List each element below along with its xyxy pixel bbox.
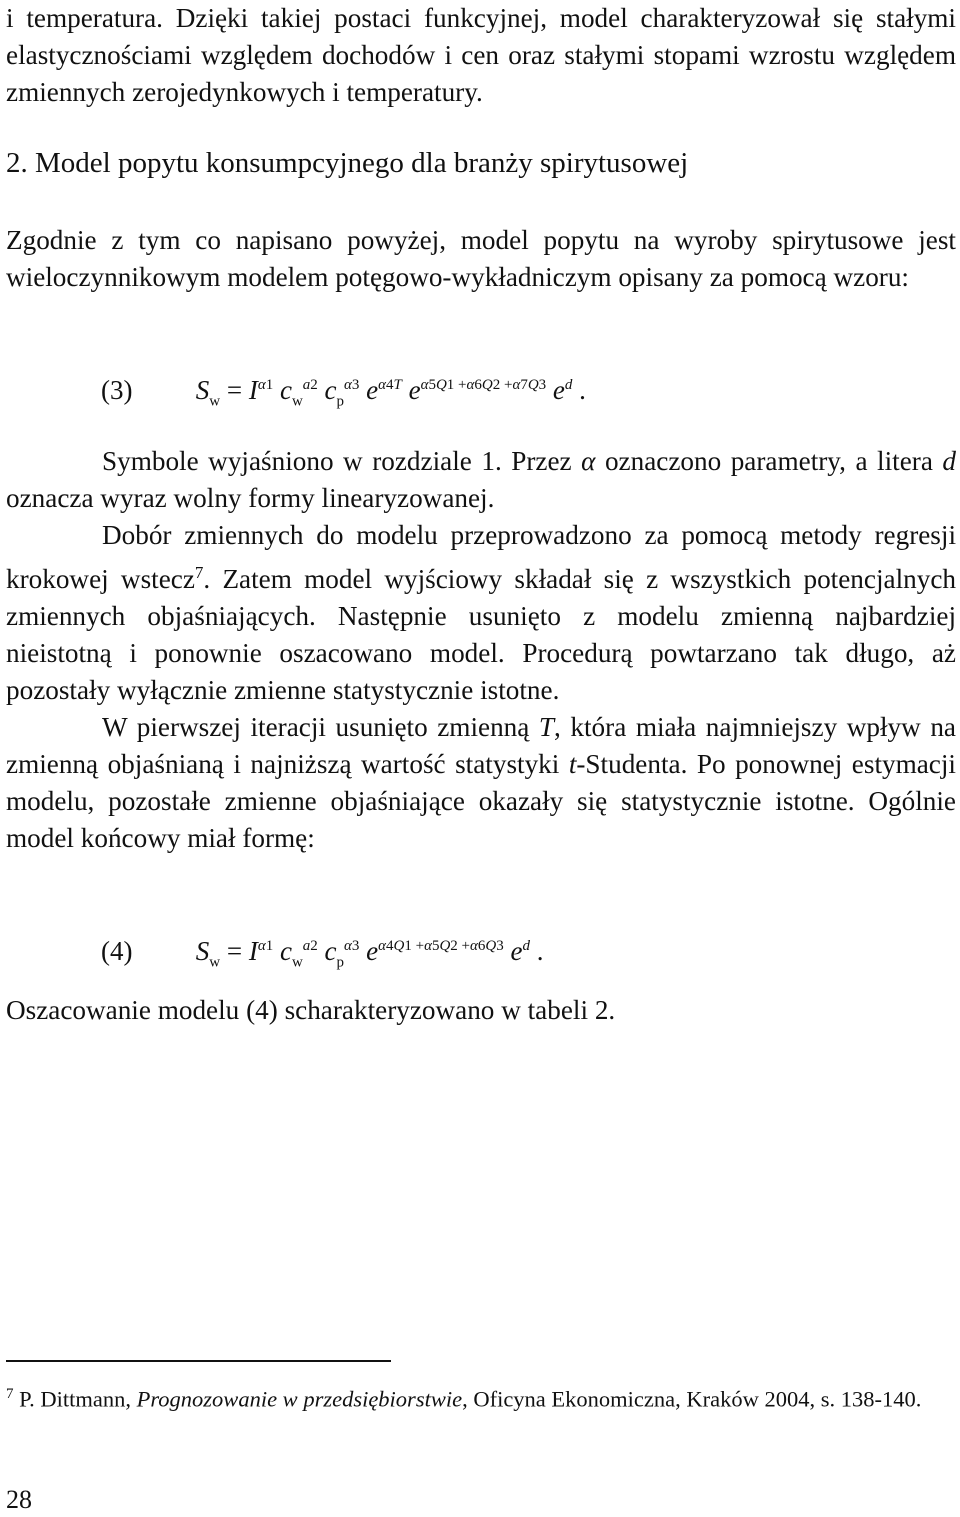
t-symbol: t xyxy=(568,749,577,780)
symbols-paragraph xyxy=(6,443,956,517)
iteration-paragraph xyxy=(6,709,956,857)
selection-text-1: Dobór zmiennych do modelu przeprowadzono za pomocą metody regresji krokowej wstecz xyxy=(6,520,956,595)
formula-4-number: (4) xyxy=(101,936,133,966)
footnote-rest: , Oficyna Ekonomiczna, Kraków 2004, s. 138-140. xyxy=(462,1386,922,1412)
formula-4-expression: $S_w = I^{\alpha 1}$ $c_w^{a2}$ $c_p^{\alpha 3}$ $e^{\alpha 4Q1 +\alpha 5Q2 +\alpha 6Q3}$ $e^d$ . xyxy=(195,936,544,971)
iteration-text-3: -Studenta. Po ponownej estymacji modelu, pozostałe zmienne objaśniające okazały się statystycznie istotne. Ogólnie model końcowy miał formę: xyxy=(6,749,956,854)
formula-3-expression: $S_w = I^{\alpha 1}$ $c_w^{a2}$ $c_p^{\alpha 3}$ $e^{\alpha 4T}$ $e^{\alpha 5Q1 +\alpha 6Q2 +\alpha 7Q3}$ $e^d$ . xyxy=(195,375,586,410)
page-number: 28 xyxy=(6,1485,32,1514)
formula-3 xyxy=(101,365,586,421)
alpha-symbol: α xyxy=(581,446,596,476)
top-paragraph: i temperatura. Dzięki takiej postaci funkcyjnej, model charakteryzował się stałymi elastycznościami względem dochodów i cen oraz stałymi stopami wzrostu względem zmiennych zerojedynkowych i temperatury. xyxy=(6,3,956,107)
footnote-separator xyxy=(6,1360,391,1362)
formula-3-number: (3) xyxy=(101,375,133,405)
footnote-number: 7 xyxy=(6,1386,14,1402)
iteration-text-2: , która miała najmniejszy wpływ na zmienną objaśnianą i najniższą wartość statystyki xyxy=(6,712,956,780)
formula-4 xyxy=(101,926,543,982)
section-heading: 2. Model popytu konsumpcyjnego dla branży spirytusowej xyxy=(6,147,689,179)
intro-paragraph: Zgodnie z tym co napisano powyżej, model popytu na wyroby spirytusowe jest wieloczynnikowym modelem potęgowo-wykładniczym opisany za pomocą wzoru: xyxy=(6,225,956,292)
footnote xyxy=(6,1378,926,1416)
selection-paragraph xyxy=(6,517,956,709)
symbols-text-3: oznacza wyraz wolny formy linearyzowanej. xyxy=(6,483,495,513)
symbols-text-1: Symbole wyjaśniono w rozdziale 1. Przez xyxy=(102,446,582,476)
iteration-text-1: W pierwszej iteracji usunięto zmienną xyxy=(102,712,539,743)
body-text xyxy=(6,443,956,857)
T-symbol: T xyxy=(538,712,555,743)
closing-paragraph: Oszacowanie modelu (4) scharakteryzowano w tabeli 2. xyxy=(6,995,616,1025)
d-symbol: d xyxy=(942,446,956,476)
footnote-author: P. Dittmann, xyxy=(13,1386,137,1412)
selection-text-2: . Zatem model wyjściowy składał się z wszystkich potencjalnych zmiennych objaśniających. Następnie usunięto z modelu zmienną najbardziej nieistotną i ponownie oszacowano model. Procedurą powtarzano tak długo, aż pozostały wyłącznie zmienne statystycznie istotne. xyxy=(6,564,956,706)
footnote-title: Prognozowanie w przedsiębiorstwie xyxy=(136,1386,463,1412)
symbols-text-2: oznaczono parametry, a litera xyxy=(595,446,943,476)
footnote-ref[interactable]: 7 xyxy=(194,563,204,582)
